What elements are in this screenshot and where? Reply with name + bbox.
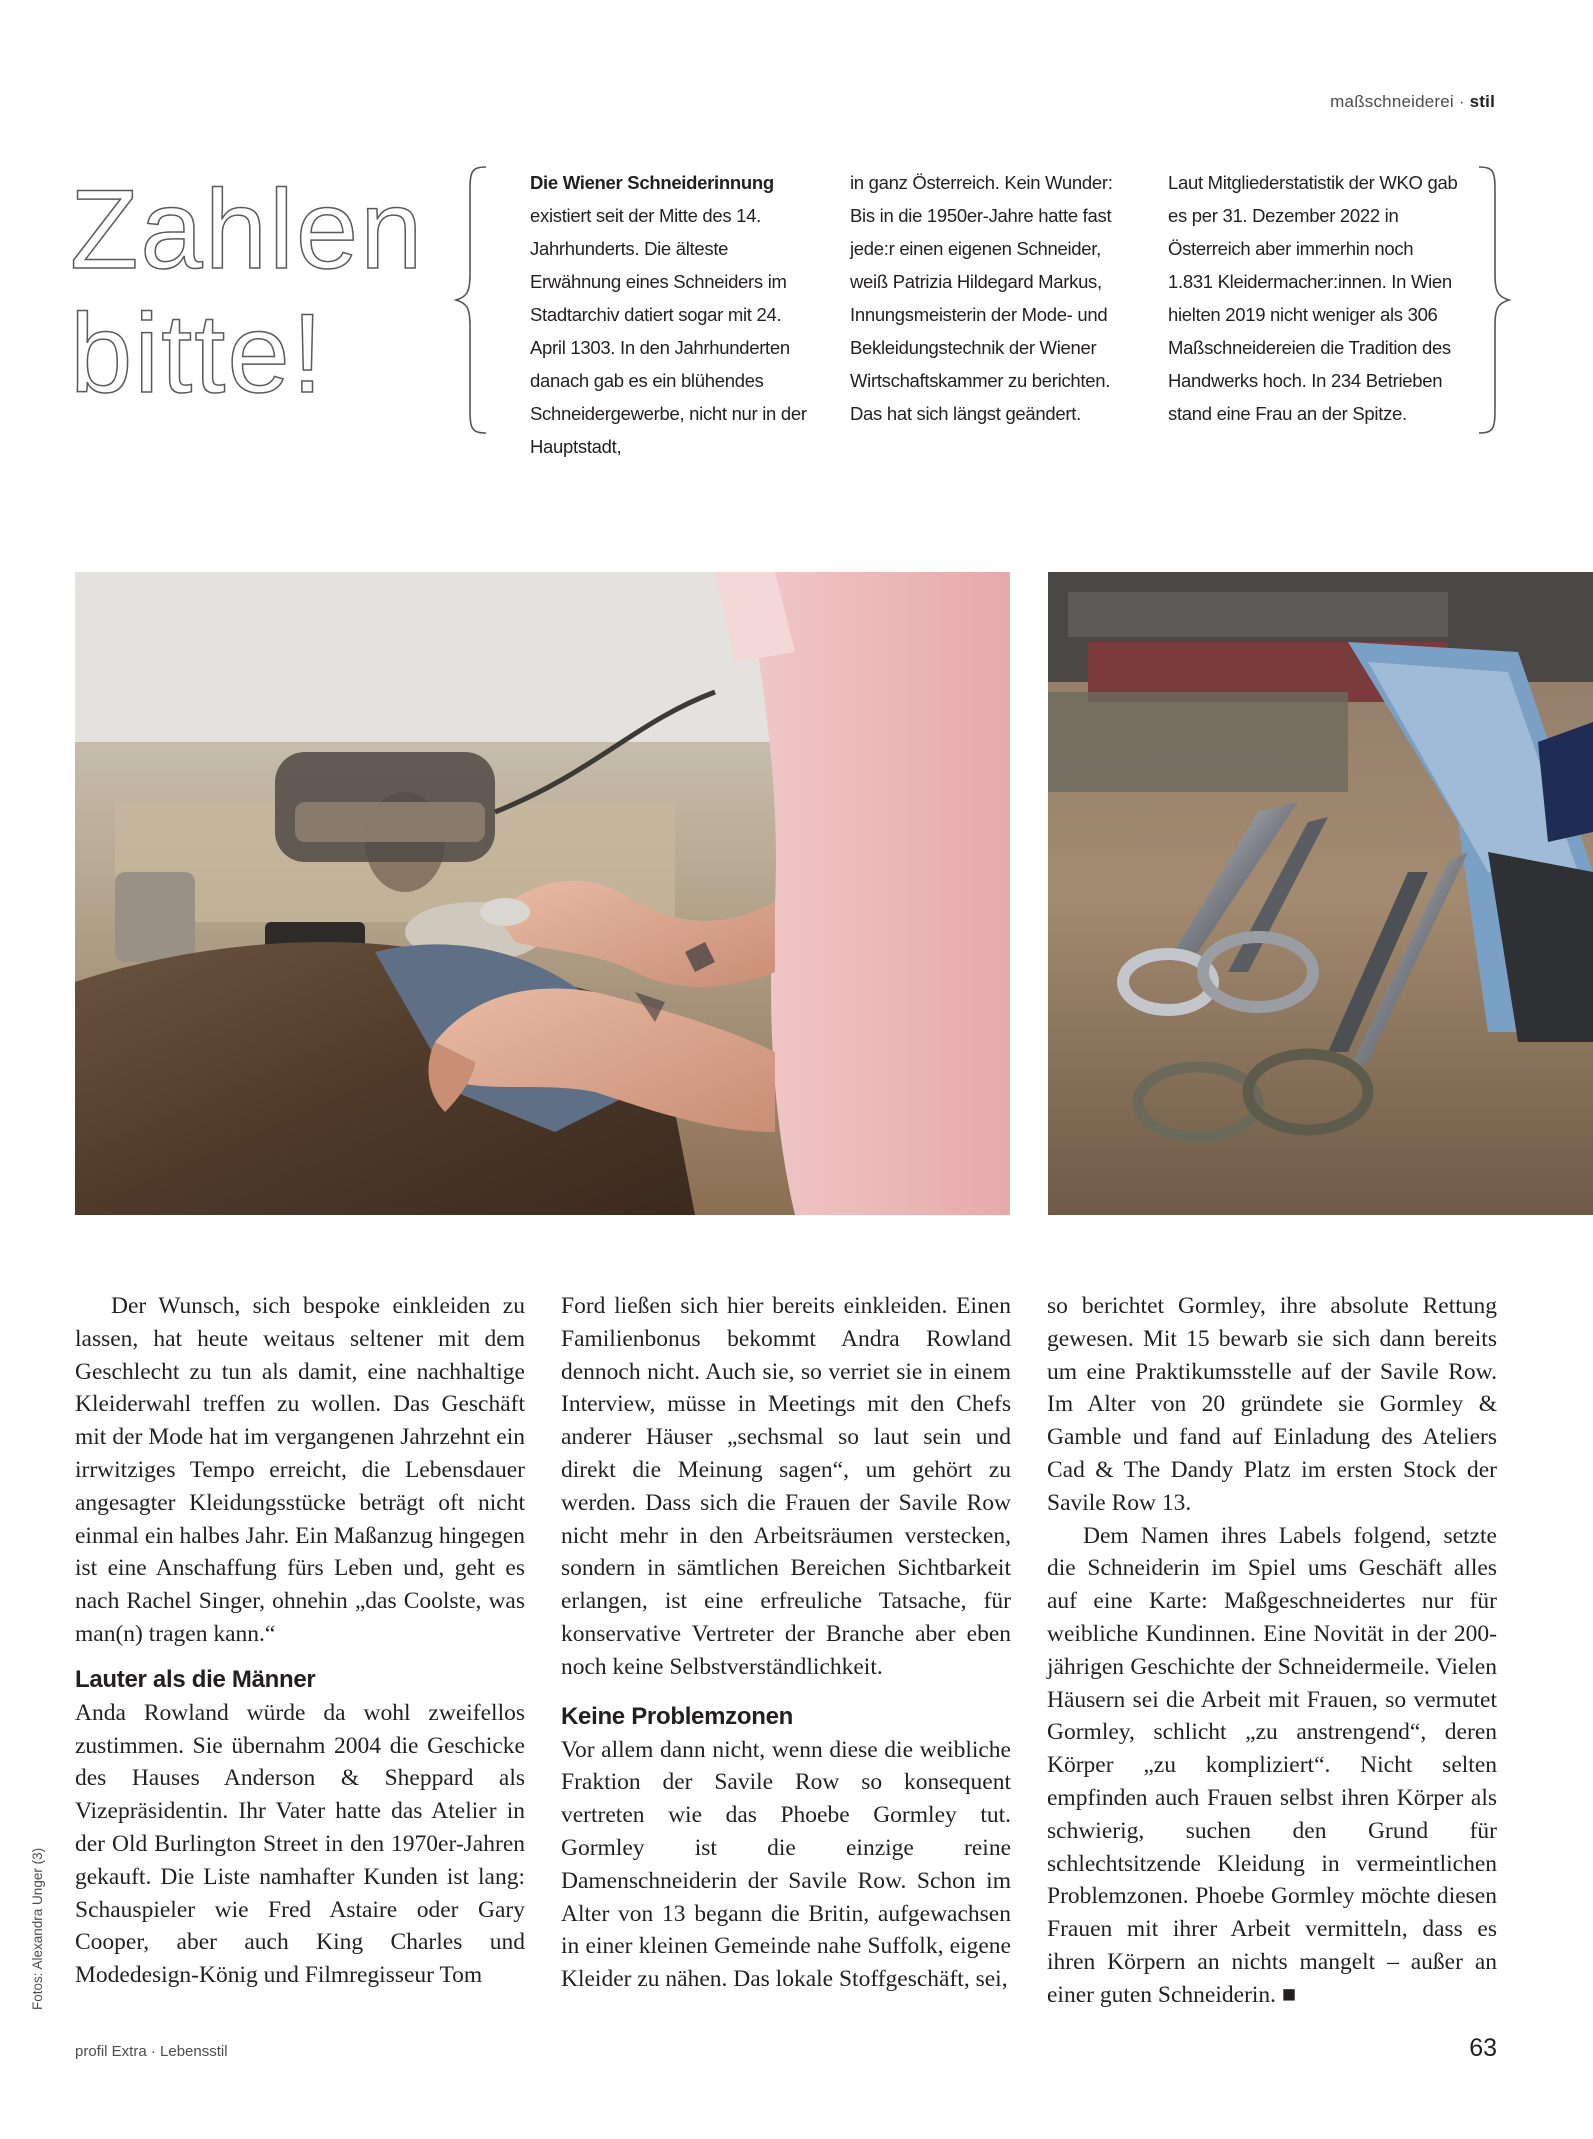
section-tag (1330, 92, 1495, 112)
infobox-column-2 (850, 166, 1140, 430)
infobox-column-1 (530, 166, 820, 463)
infobox-title-line1: Zahlen (70, 167, 425, 292)
section-name: stil (1469, 92, 1495, 111)
subhead-keine-problemzonen: Keine Problemzonen (561, 1702, 793, 1730)
article-paragraph: Ford ließen sich hier bereits einkleiden. Einen Familienbonus bekommt Andra Rowland dennoch nicht. Auch sie, so verriet sie in einem Interview, müsse in Meetings mit den Chefs anderer Häuser „sechsmal so laut sein und direkt die Meinung sagen“, um gehört zu werden. Dass sich die Frauen der Savile Row nicht mehr in den Arbeitsräumen verstecken, sondern in sämtlichen Bereichen Sichtbarkeit erlangen, ist eine erfreuliche Tatsache, für konservative Vertreter der Branche aber eben noch keine Selbstverständlichkeit. (561, 1293, 1011, 1680)
article-paragraph: so berichtet Gormley, ihre absolute Rettung gewesen. Mit 15 bewarb sie sich dann bereits um eine Praktikumsstelle auf der Savile Row. Im Alter von 20 gründete sie Gormley & Gamble und fand auf Einladung des Ateliers Cad & The Dandy Platz im ersten Stock der Savile Row 13. (1047, 1293, 1497, 1516)
photo-tailor-sewing-image (75, 572, 1010, 1215)
subhead-lauter-als-die-maenner: Lauter als die Männer (75, 1665, 316, 1693)
article-paragraph: Der Wunsch, sich bespoke einkleiden zu lassen, hat heute weitaus seltener mit dem Geschlecht zu tun als damit, eine nachhaltige Kleiderwahl treffen zu wollen. Das Geschäft mit der Mode hat im vergangenen Jahrzehnt ein irrwitziges Tempo erreicht, die Lebensdauer angesagter Kleidungsstücke beträgt oft nicht einmal ein halbes Jahr. Ein Maßanzug hingegen ist eine Anschaffung fürs Leben und, geht es nach Rachel Singer, ohnehin „das Coolste, was man(n) tragen kann.“ (75, 1293, 525, 1647)
infobox-lead: Die Wiener Schneiderinnung (530, 172, 774, 193)
article-paragraph: Dem Namen ihres Labels folgend, setzte die Schneiderin im Spiel ums Geschäft alles auf eine Karte: Maßgeschneidertes nur für weibliche Kundinnen. Eine Novität in der 200-jährigen Geschichte der Schneidermeile. Vielen Häusern sei die Arbeit mit Frauen, so vermutet Gormley, schlicht „zu anstrengend“, deren Körper „zu kompliziert“. Nicht selten empfinden auch Frauen selbst ihren Körper als schwierig, suchen den Grund für schlechtsitzende Kleidung in vermeintlichen Problemzonen. Phoebe Gormley möchte diesen Frauen mit ihrer Arbeit vermitteln, dass es ihren Körpern an nichts mangelt – außer an einer guten Schneiderin. ■ (1047, 1522, 1497, 2008)
infobox-col3-text: Laut Mitgliederstatistik der WKO gab es per 31. Dezember 2022 in Österreich aber immerhin noch 1.831 Kleidermacher:innen. In Wien hielten 2019 nicht weniger als 306 Maßschneidereien die Tradition des Handwerks hoch. In 234 Betrieben stand eine Frau an der Spitze. (1168, 172, 1458, 424)
photo-scissors (1048, 572, 1593, 1215)
photo-tailor-sewing (75, 572, 1010, 1215)
infobox-col2-text: in ganz Österreich. Kein Wunder: Bis in die 1950er-Jahre hatte fast jede:r einen eigenen Schneider, weiß Patrizia Hildegard Markus, Innungsmeisterin der Mode- und Bekleidungstechnik der Wiener Wirtschaftskammer zu berichten. Das hat sich längst geändert. (850, 172, 1113, 424)
article-paragraph: Vor allem dann nicht, wenn diese die weibliche Fraktion der Savile Row so konsequent vertreten wie das Phoebe Gormley tut. Gormley ist die einzige reine Damenschneiderin der Savile Row. Schon im Alter von 13 begann die Britin, aufgewachsen in einer kleinen Gemeinde nahe Suffolk, eigene Kleider zu nähen. Das lokale Stoffgeschäft, sei, (561, 1736, 1011, 1993)
infobox-col1-text: existiert seit der Mitte des 14. Jahrhunderts. Die älteste Erwähnung eines Schneiders im Stadtarchiv datiert sogar mit 24. April 1303. In den Jahrhunderten danach gab es ein blühendes Schneidergewerbe, nicht nur in der Hauptstadt, (530, 205, 807, 457)
photo-scissors-image (1048, 572, 1593, 1215)
page-number: 63 (1469, 2034, 1497, 2062)
article-column-1 (75, 1290, 525, 1992)
right-curly-brace (1473, 165, 1513, 435)
section-prefix: maßschneiderei · (1330, 92, 1470, 111)
article-column-3 (1047, 1290, 1497, 2012)
infobox-title (70, 168, 450, 416)
infobox-column-3 (1168, 166, 1458, 430)
photo-credit: Fotos: Alexandra Unger (3) (30, 1847, 45, 2010)
infobox-title-line2: bitte! (70, 291, 325, 416)
footer-publication: profil Extra · Lebensstil (75, 2043, 228, 2060)
article-paragraph: Anda Rowland würde da wohl zweifellos zustimmen. Sie übernahm 2004 die Geschicke des Hauses Anderson & Sheppard als Vizepräsidentin. Ihr Vater hatte das Atelier in der Old Burlington Street in den 1970er-Jahren gekauft. Die Liste namhafter Kunden ist lang: Schauspieler wie Fred Astaire oder Gary Cooper, aber auch King Charles und Modedesign-König und Filmregisseur Tom (75, 1699, 525, 1989)
left-curly-brace (452, 165, 492, 435)
article-column-2 (561, 1290, 1011, 1996)
